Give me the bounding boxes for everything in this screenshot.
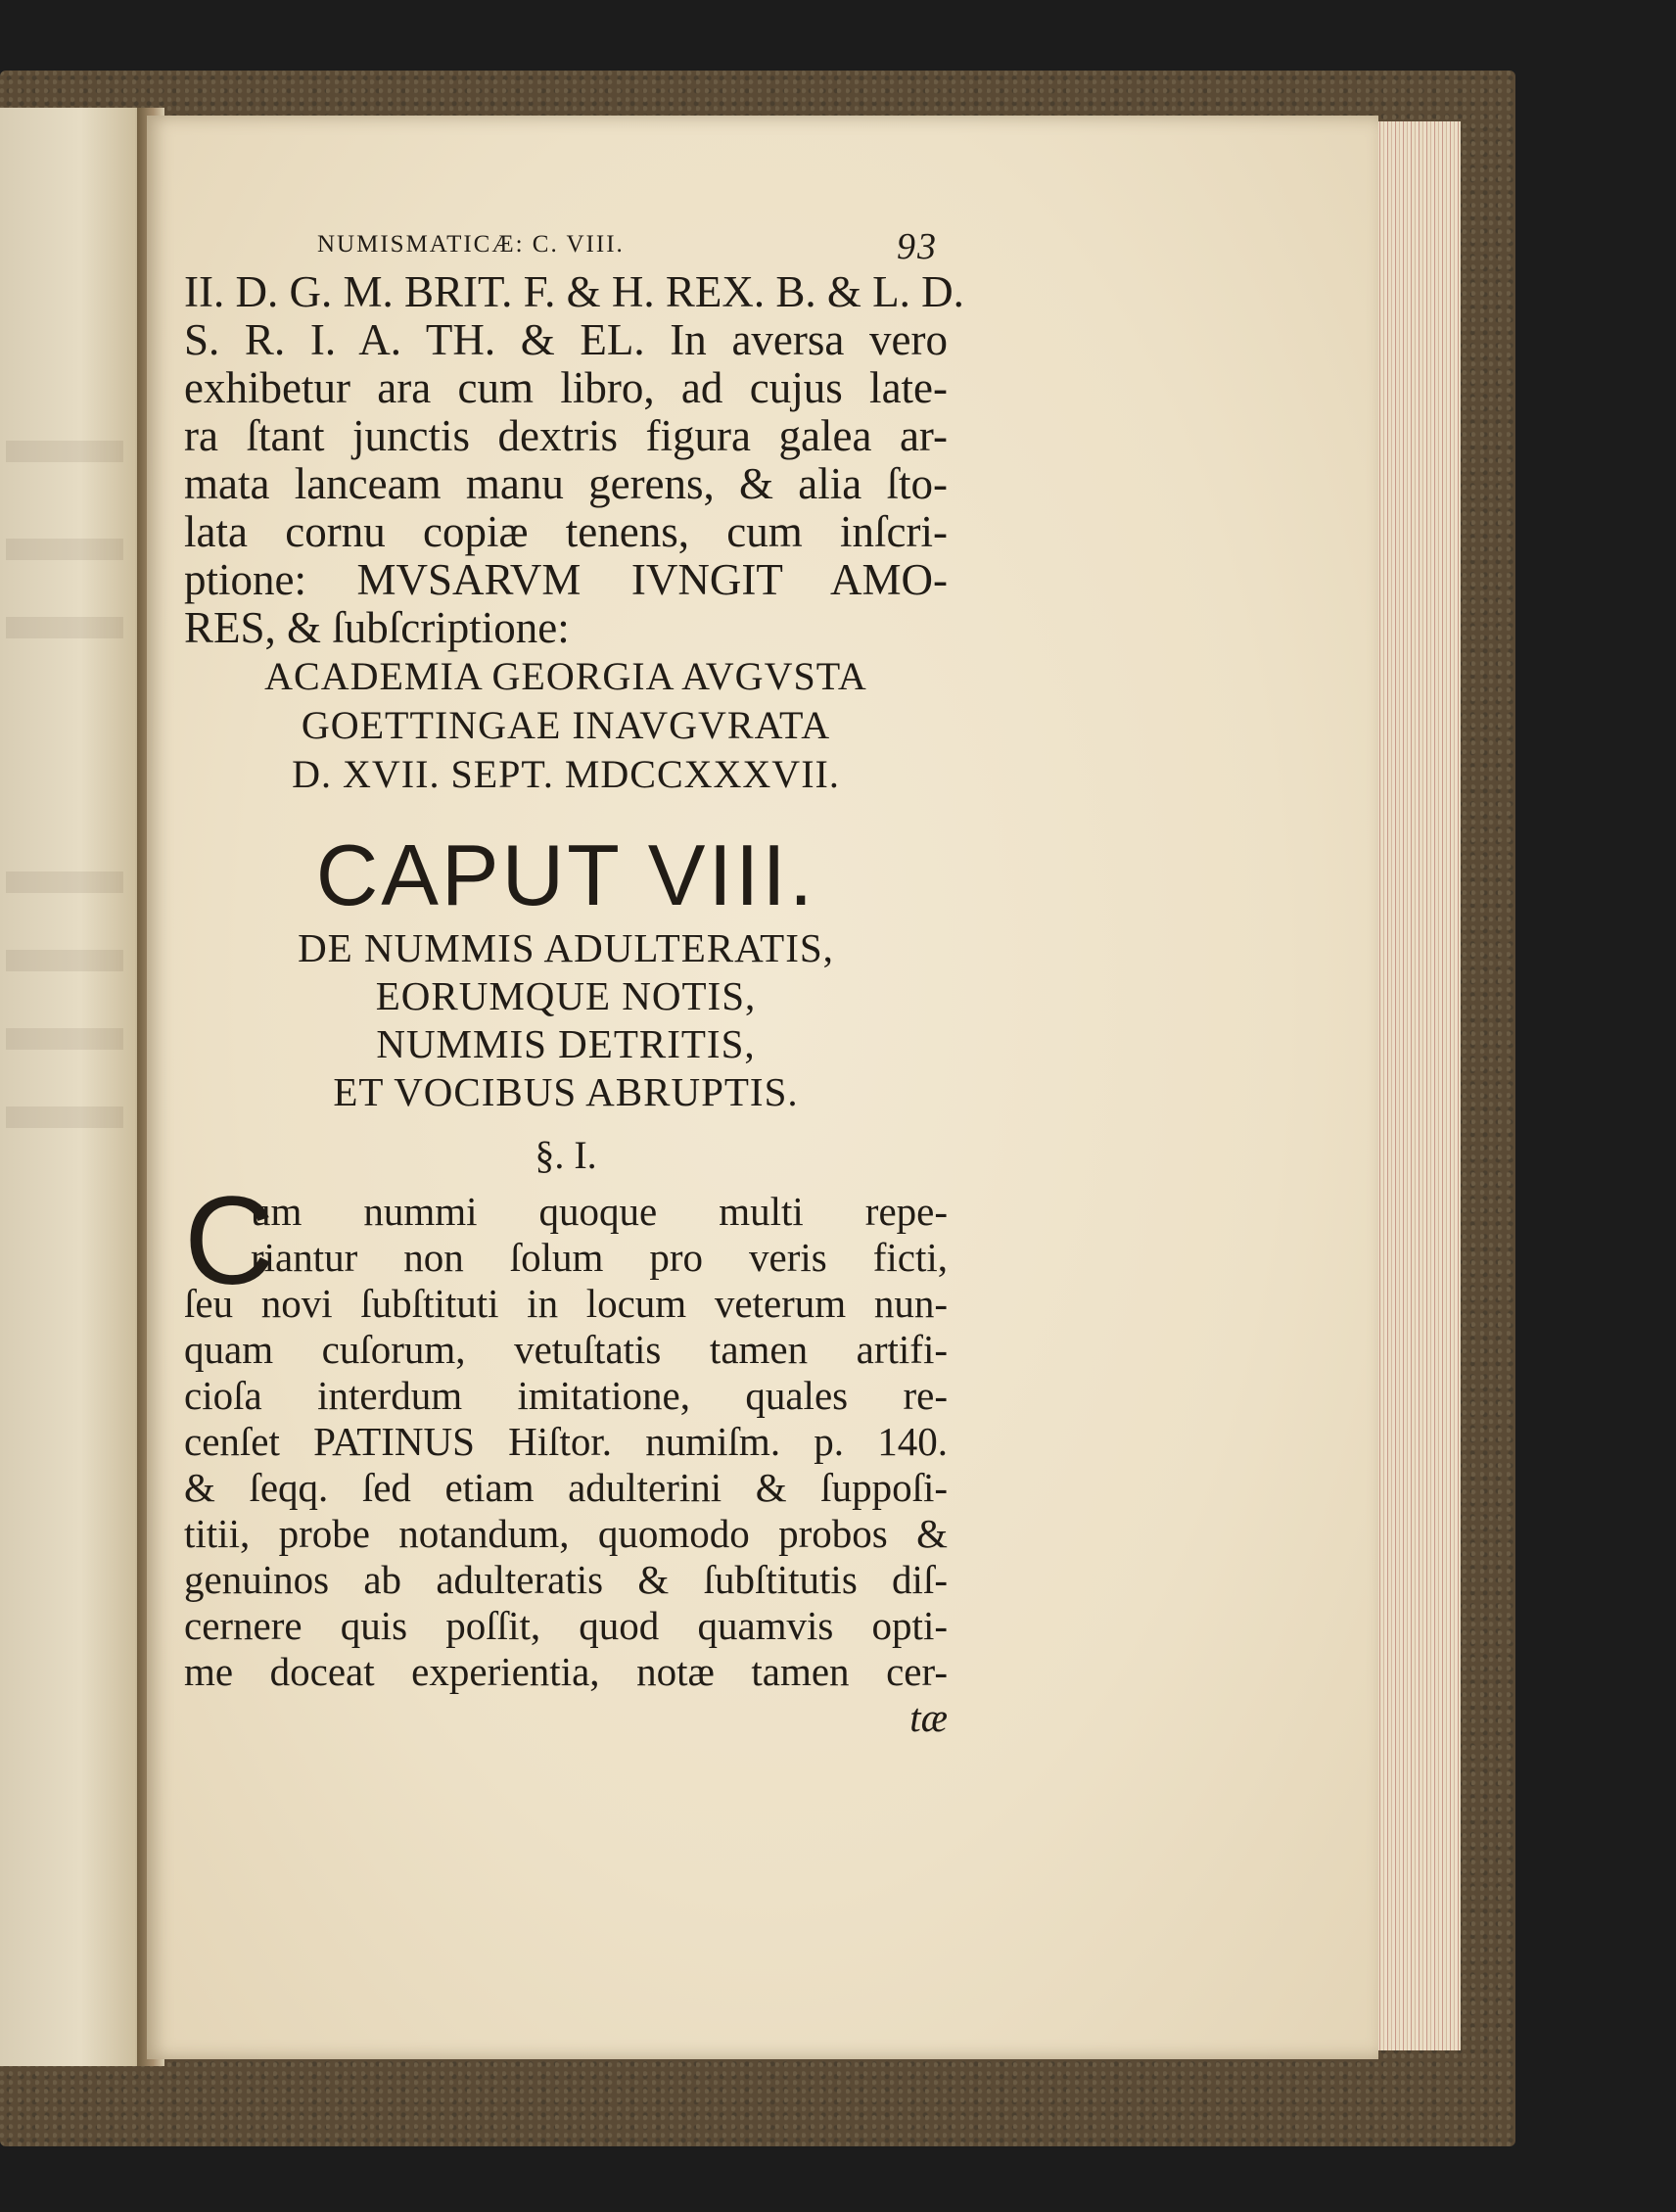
paragraph-line: um nummi quoque multi repe-: [251, 1189, 948, 1234]
inscription-line: D. XVII. SEPT. MDCCXXXVII.: [292, 752, 840, 796]
bleed-through-text: [6, 441, 123, 462]
paragraph-line: titii, probe notandum, quomodo probos &: [184, 1511, 948, 1556]
inscription-block: [184, 652, 948, 799]
page-block-edges: [1373, 121, 1461, 2050]
text-line: RES, & ſubſcriptione:: [184, 603, 570, 652]
paragraph-line: cernere quis poſſit, quod quamvis opti-: [184, 1603, 948, 1648]
inscription-line: ACADEMIA GEORGIA AVGVSTA: [264, 654, 867, 698]
running-head: [184, 225, 948, 268]
bleed-through-text: [6, 539, 123, 560]
drop-cap: C: [184, 1171, 275, 1311]
text-line: lata cornu copiæ tenens, cum inſcri-: [184, 507, 948, 556]
text-line: II. D. G. M. BRIT. F. & H. REX. B. & L. D.: [184, 267, 964, 316]
text-line: ptione: MVSARVM IVNGIT AMO-: [184, 555, 948, 604]
subtitle-line: EORUMQUE NOTIS,: [375, 973, 757, 1018]
text-line: exhibetur ara cum libro, ad cujus late-: [184, 363, 948, 412]
section-mark: §. I.: [535, 1133, 597, 1177]
paragraph-line: riantur non ſolum pro veris ficti,: [251, 1235, 948, 1280]
paragraph: [184, 1171, 948, 1741]
paragraph-line: cioſa interdum imitatione, quales re-: [184, 1373, 948, 1418]
inscription-line: GOETTINGAE INAVGVRATA: [301, 703, 831, 747]
chapter-subtitle: [184, 924, 948, 1116]
paragraph-line: ſeu novi ſubſtituti in locum veterum nun-: [184, 1281, 948, 1326]
catchword: tæ: [909, 1695, 948, 1740]
bleed-through-text: [6, 950, 123, 971]
chapter-title: CAPUT VIII.: [315, 826, 816, 923]
paragraph-line: cenſet PATINUS Hiſtor. numiſm. p. 140.: [184, 1419, 948, 1464]
subtitle-line: DE NUMMIS ADULTERATIS,: [298, 925, 834, 970]
text-line: mata lanceam manu gerens, & alia ſto-: [184, 459, 948, 508]
running-head-title: NUMISMATICÆ: C. VIII.: [317, 231, 625, 258]
subtitle-line: NUMMIS DETRITIS,: [376, 1021, 756, 1066]
text-line: S. R. I. A. TH. & EL. In aversa vero: [184, 315, 948, 364]
paragraph-line: & ſeqq. ſed etiam adulterini & ſuppoſi-: [184, 1465, 948, 1510]
subtitle-line: ET VOCIBUS ABRUPTIS.: [333, 1069, 799, 1114]
page-number: 93: [897, 226, 938, 267]
bleed-through-text: [6, 617, 123, 638]
page-text: [184, 225, 964, 1741]
bleed-through-text: [6, 1106, 123, 1128]
paragraph-line: quam cuſorum, vetuſtatis tamen artifi-: [184, 1327, 948, 1372]
paragraph-line: me doceat experientia, notæ tamen cer-: [184, 1649, 948, 1694]
left-page-edge: [0, 108, 147, 2066]
top-text-block: [184, 267, 964, 652]
paragraph-line: genuinos ab adulteratis & ſubſtitutis diſ-: [184, 1557, 948, 1602]
text-line: ra ſtant junctis dextris figura galea ar-: [184, 411, 948, 460]
bleed-through-text: [6, 1028, 123, 1050]
bleed-through-text: [6, 871, 123, 893]
